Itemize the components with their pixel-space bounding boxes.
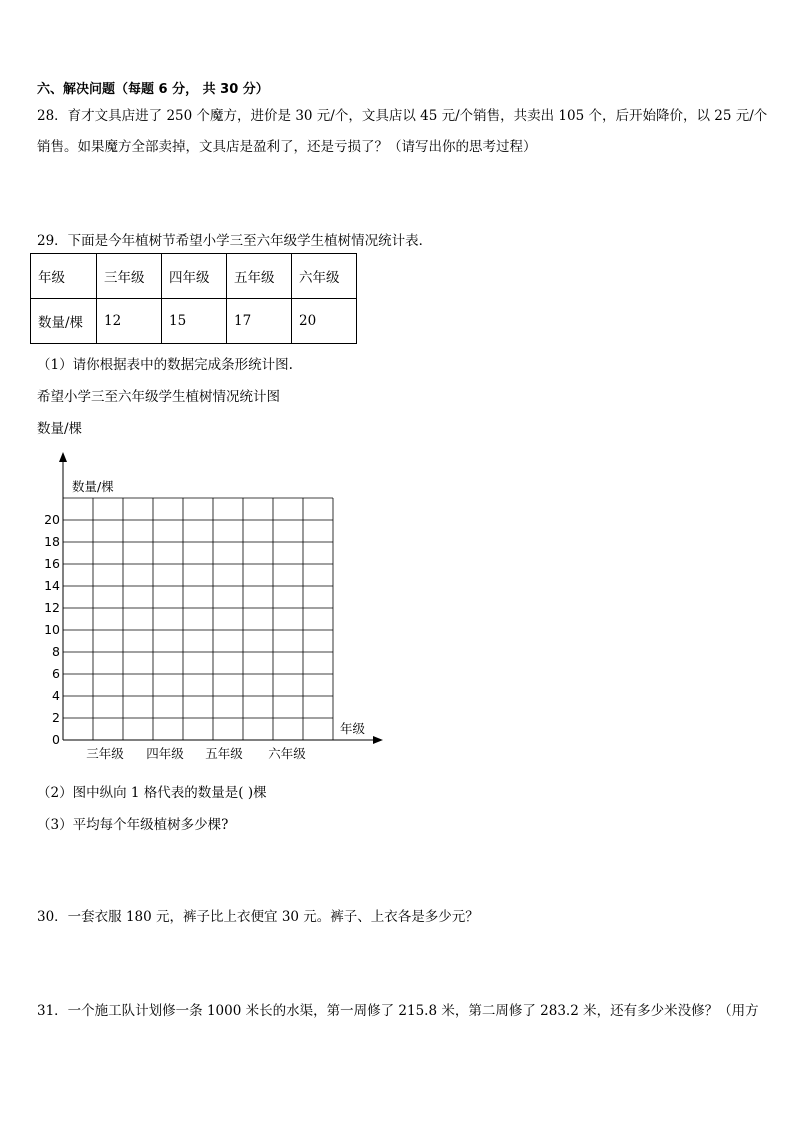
y-tick-label: 6 bbox=[52, 666, 60, 681]
table-cell: 数量/棵 bbox=[31, 299, 97, 344]
x-tick-label: 三年级 bbox=[86, 746, 124, 761]
y-tick-label: 0 bbox=[52, 732, 60, 747]
x-tick-label: 六年级 bbox=[268, 746, 306, 761]
table-cell: 15 bbox=[162, 299, 227, 344]
y-tick-label: 12 bbox=[44, 600, 60, 615]
table-cell: 六年级 bbox=[292, 254, 357, 299]
y-tick-label: 20 bbox=[44, 512, 60, 527]
table-cell: 20 bbox=[292, 299, 357, 344]
table-cell: 12 bbox=[97, 299, 162, 344]
x-tick-labels bbox=[86, 746, 306, 761]
question-29-sub-3: （3）平均每个年级植树多少棵? bbox=[37, 817, 229, 833]
y-tick-label: 4 bbox=[52, 688, 60, 703]
chart-axes bbox=[59, 452, 383, 744]
y-tick-labels bbox=[44, 512, 60, 747]
question-28-line-2: 销售。如果魔方全部卖掉，文具店是盈利了，还是亏损了？（请写出你的思考过程） bbox=[37, 139, 537, 155]
question-29-intro: 29．下面是今年植树节希望小学三至六年级学生植树情况统计表． bbox=[37, 233, 433, 249]
question-30: 30．一套衣服 180 元，裤子比上衣便宜 30 元。裤子、上衣各是多少元？ bbox=[37, 909, 479, 925]
chart-title: 希望小学三至六年级学生植树情况统计图 bbox=[37, 389, 280, 405]
question-28-line-1: 28．育才文具店进了 250 个魔方，进价是 30 元/个，文具店以 45 元/个销售，共卖出 105 个，后开始降价，以 25 元/个 bbox=[37, 108, 768, 124]
x-tick-label: 五年级 bbox=[205, 746, 243, 761]
section-heading: 六、解决问题（每题 6 分， 共 30 分） bbox=[37, 82, 269, 97]
question-29-sub-2: （2）图中纵向 1 格代表的数量是( )棵 bbox=[37, 785, 267, 801]
y-tick-label: 2 bbox=[52, 710, 60, 725]
y-tick-label: 16 bbox=[44, 556, 60, 571]
table-cell: 三年级 bbox=[97, 254, 162, 299]
x-axis-arrow bbox=[373, 736, 383, 744]
question-31: 31．一个施工队计划修一条 1000 米长的水渠，第一周修了 215.8 米，第二周修了 283.2 米，还有多少米没修？（用方 bbox=[37, 1003, 759, 1019]
question-29-sub-1: （1）请你根据表中的数据完成条形统计图. bbox=[37, 357, 293, 373]
grid-lines bbox=[63, 498, 333, 740]
table-cell: 17 bbox=[227, 299, 292, 344]
y-axis-label: 数量/棵 bbox=[72, 479, 114, 494]
table-cell: 年级 bbox=[31, 254, 97, 299]
y-axis-arrow bbox=[59, 452, 67, 462]
y-tick-label: 10 bbox=[44, 622, 60, 637]
chart-unit-label: 数量/棵 bbox=[37, 421, 83, 437]
y-tick-label: 14 bbox=[44, 578, 60, 593]
table-cell: 五年级 bbox=[227, 254, 292, 299]
table-cell: 四年级 bbox=[162, 254, 227, 299]
x-tick-label: 四年级 bbox=[146, 746, 184, 761]
y-tick-label: 8 bbox=[52, 644, 60, 659]
x-axis-label: 年级 bbox=[340, 721, 366, 736]
y-tick-label: 18 bbox=[44, 534, 60, 549]
